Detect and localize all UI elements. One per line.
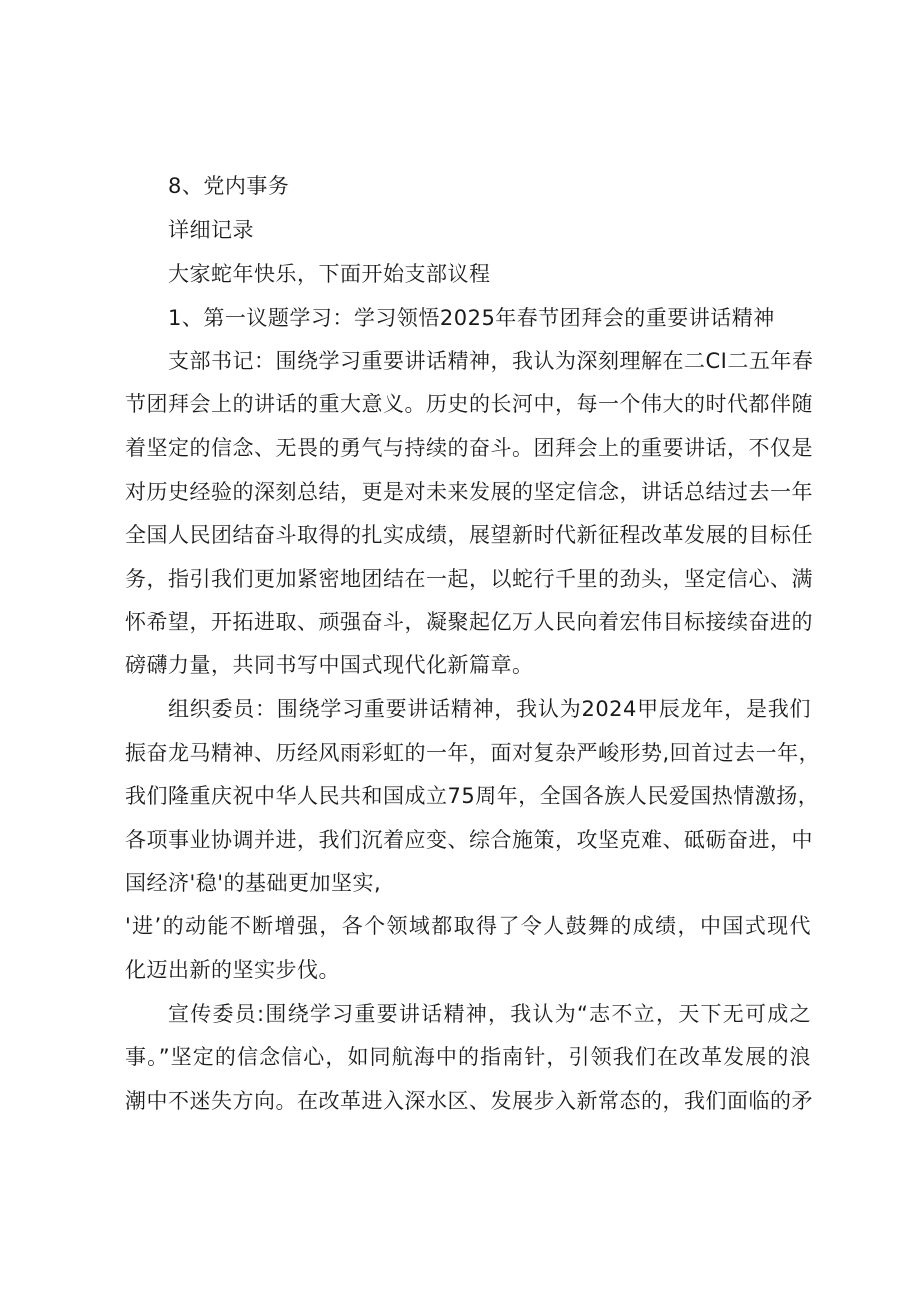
paragraph-line: 务，指引我们更加紧密地团结在一起，以蛇行千里的劲头，坚定信心、满 bbox=[125, 567, 813, 591]
paragraph-line: 支部书记：围绕学习重要讲话精神，我认为深刻理解在二CI二五年春 bbox=[168, 349, 814, 373]
paragraph-line: 对历史经验的深刻总结，更是对未来发展的坚定信念，讲话总结过去一年 bbox=[125, 480, 813, 504]
paragraph-line: 着坚定的信念、无畏的勇气与持续的奋斗。团拜会上的重要讲话，不仅是 bbox=[125, 436, 813, 460]
paragraph-line: 国经济'稳'的基础更加坚实, bbox=[125, 871, 382, 895]
opening-line: 大家蛇年快乐，下面开始支部议程 bbox=[168, 262, 491, 286]
paragraph-line: 组织委员：围绕学习重要讲话精神，我认为2024甲辰龙年，是我们 bbox=[168, 697, 811, 721]
section-heading: 8、党内事务 bbox=[168, 174, 290, 198]
paragraph-line: 我们隆重庆祝中华人民共和国成立75周年，全国各族人民爱国热情激扬， bbox=[125, 784, 820, 808]
paragraph-line: 怀希望，开拓进取、顽强奋斗，凝聚起亿万人民向着宏伟目标接续奋进的 bbox=[125, 610, 813, 634]
record-heading: 详细记录 bbox=[168, 218, 254, 242]
paragraph-line: 节团拜会上的讲话的重大意义。历史的长河中，每一个伟大的时代都伴随 bbox=[125, 392, 813, 416]
paragraph-line: 化迈出新的坚实步伐。 bbox=[125, 958, 340, 982]
paragraph-line: '进’的动能不断增强，各个领域都取得了令人鼓舞的成绩，中国式现代 bbox=[125, 914, 811, 938]
paragraph-line: 磅礴力量，共同书写中国式现代化新篇章。 bbox=[125, 653, 534, 677]
paragraph-line: 全国人民团结奋斗取得的扎实成绩，展望新时代新征程改革发展的目标任 bbox=[125, 523, 813, 547]
agenda-item-title: 1、第一议题学习：学习领悟2025年春节团拜会的重要讲话精神 bbox=[168, 306, 775, 330]
paragraph-line: 宣传委员:围绕学习重要讲话精神，我认为“志不立，天下无可成之 bbox=[168, 1002, 811, 1026]
paragraph-line: 事。”坚定的信念信心，如同航海中的指南针，引领我们在改革发展的浪 bbox=[125, 1045, 811, 1069]
paragraph-line: 潮中不迷失方向。在改革进入深水区、发展步入新常态的，我们面临的矛 bbox=[125, 1089, 813, 1113]
paragraph-line: 振奋龙马精神、历经风雨彩虹的一年，面对复杂严峻形势,回首过去一年， bbox=[125, 741, 821, 765]
paragraph-line: 各项事业协调并进，我们沉着应变、综合施策，攻坚克难、砥砺奋进，中 bbox=[125, 828, 813, 852]
